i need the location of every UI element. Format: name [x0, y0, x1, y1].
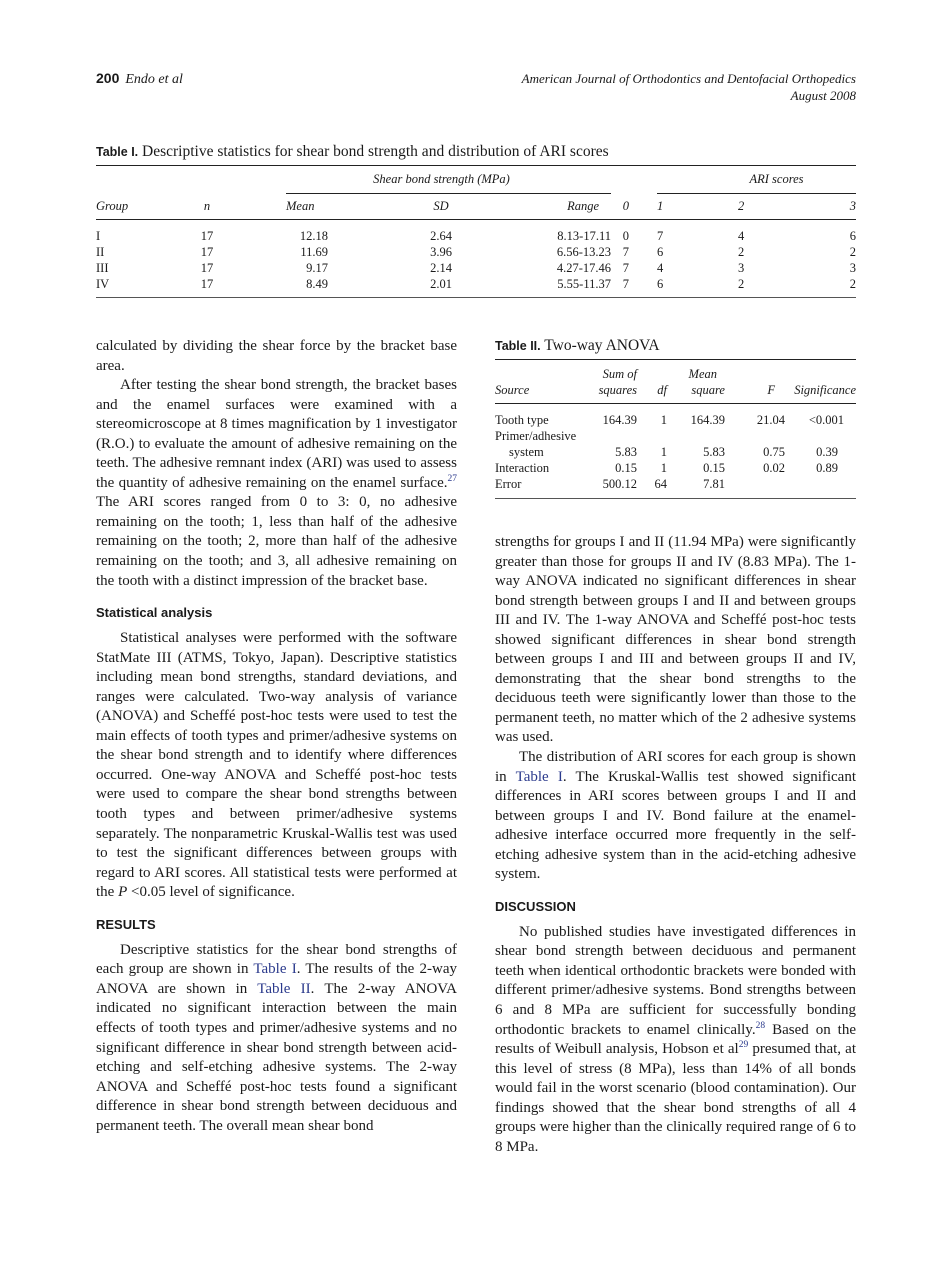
- table-1-link[interactable]: Table I: [253, 961, 297, 978]
- paragraph: After testing the shear bond strength, the bracket bases and the enamel surfaces were examined with a stereomicroscope at 8 times magnification by 1 investigator (R.O.) to evaluate the amount of adhesive remaining on the teeth. The adhesive remnant index (ARI) was used to assess the quantity of adhesive remaining on the enamel surface.$^{27}$ The ARI scores ranged from 0 to 3: 0, no adhesive remaining on the tooth; 1, less than half of the adhesive remaining on the tooth; 2, more than half of the adhesive remaining on the tooth; and 3, all adhesive remaining on the tooth with a distinct impression of the bracket base.: [96, 377, 457, 589]
- right-column: [495, 533, 856, 1157]
- section-heading-discussion: DISCUSSION: [495, 898, 576, 914]
- table-2-label: Table II.: [495, 339, 541, 353]
- citation-link[interactable]: 29: [738, 1040, 749, 1051]
- left-column: [96, 337, 457, 1136]
- citation-link[interactable]: 28: [755, 1020, 766, 1031]
- table-1-caption: [96, 143, 856, 161]
- col-header: Range: [504, 194, 611, 220]
- col-header: Mean square: [667, 360, 725, 404]
- col-header: Source: [495, 360, 591, 404]
- col-header: 1: [657, 194, 738, 220]
- section-heading-results: RESULTS: [96, 916, 156, 932]
- table-1: [96, 143, 856, 298]
- col-header: Significance: [785, 360, 856, 404]
- col-header: Group: [96, 194, 188, 220]
- table-row: I 17 12.18 2.64 8.13-17.11 0 7 4 6: [96, 228, 856, 243]
- col-header: df: [637, 360, 667, 404]
- table-2: [495, 337, 856, 499]
- table-2-grid: [495, 359, 856, 499]
- table-row: Primer/adhesive: [495, 428, 577, 443]
- paragraph: calculated by dividing the shear force by the bracket base area.: [96, 338, 457, 374]
- paragraph: No published studies have investigated differences in shear bond strength between deciduous and permanent teeth when identical orthodontic brackets were bonded with different primer/adhesive systems. Bond strengths between 6 and 8 MPa are sufficient for successfully bonding orthodontic brackets to enamel clinically.$^{28}$ Based on the results of Weibull analysis, Hobson et $al^{29}$ presumed that, at this level of stress (8 MPa), less than 14% of all bonds would fail in the worst scenario (blood contamination). Our findings showed that the shear bond strengths of all 4 groups were higher than the clinically required range of 6 to 8 MPa.: [495, 923, 856, 1155]
- table-1-grid: [96, 165, 856, 298]
- table-row: Interaction 0.15 1 0.15 0.02 0.89: [495, 460, 838, 475]
- table-row: Error 500.12 64 7.81: [495, 476, 725, 491]
- col-header: F: [725, 360, 785, 404]
- issue-date: August 2008: [790, 88, 856, 103]
- col-header: 2: [738, 194, 821, 220]
- running-authors: Endo et al: [125, 72, 183, 87]
- paragraph: Statistical analyses were performed with the software StatMate III (ATMS, Tokyo, Japan). Descriptive statistics including mean bond strengths, standard deviations, and ranges were calculated. Two-way analysis of variance (ANOVA) and Scheffé post-hoc tests were used to test the main effects of tooth types and primer/adhesive systems on the shear bond strength and to identify where differences occurred. One-way ANOVA and Scheffé post-hoc tests were used to compare the shear bond strengths between tooth types and between primer/adhesive systems separately. The nonparametric Kruskal-Wallis test was used to test the significant differences between groups with regard to ARI scores. All statistical tests were performed at the P <0.05 level of significance.: [96, 630, 457, 901]
- col-header: 3: [821, 194, 856, 220]
- col-header: 0: [611, 194, 657, 220]
- running-head: [96, 70, 856, 103]
- paragraph: Descriptive statistics for the shear bond strengths of each group are shown in Table I. The results of the 2-way ANOVA are shown in Table II. The 2-way ANOVA indicated no significant interaction between the main effects of tooth types and primer/adhesive systems and no significant difference in shear bond strength between acid-etching and self-etching adhesive systems. The 2-way ANOVA and Scheffé post-hoc tests found a significant difference in shear bond strength between deciduous and permanent teeth. The overall mean shear bond: [96, 941, 458, 1134]
- col-header: n: [188, 194, 286, 220]
- table-row: IV 17 8.49 2.01 5.55-11.37 7 6 2 2: [96, 276, 856, 291]
- col-header: Sum of squares: [591, 360, 637, 404]
- section-heading-statistical-analysis: Statistical analysis: [96, 605, 213, 621]
- col-header: Mean: [286, 194, 378, 220]
- col-header: SD: [378, 194, 504, 220]
- table-2-title: Two-way ANOVA: [544, 337, 660, 354]
- table-2-caption: [495, 337, 856, 355]
- table-1-link[interactable]: Table I: [515, 768, 563, 785]
- table-2-link[interactable]: Table II: [257, 980, 311, 997]
- table-1-label: Table I.: [96, 145, 139, 159]
- journal-info: [522, 70, 856, 104]
- paragraph: strengths for groups I and II (11.94 MPa) were significantly greater than those for groups II and IV (8.83 MPa). The 1-way ANOVA indicated no significant differences in shear bond strength between groups I and II and between groups III and IV. The 1-way ANOVA and Scheffé post-hoc tests showed significant differences in shear bond strength between groups I and III and between groups II and IV, demonstrating that the shear bond strengths to the deciduous teeth were significantly lower than those to the permanent teeth, no matter which of the 2 adhesive systems was used.: [495, 534, 856, 746]
- table-row: II 17 11.69 3.96 6.56-13.23 7 6 2 2: [96, 244, 856, 259]
- journal-title: American Journal of Orthodontics and Dentofacial Orthopedics: [521, 71, 856, 86]
- ari-span-header: ARI scores: [657, 166, 856, 194]
- citation-link[interactable]: 27: [447, 473, 457, 484]
- table-row: Tooth type 164.39 1 164.39 21.04 <0.001: [495, 412, 844, 427]
- table-1-title: Descriptive statistics for shear bond strength and distribution of ARI scores: [142, 143, 609, 160]
- table-row: III 17 9.17 2.14 4.27-17.46 7 4 3 3: [96, 260, 856, 275]
- table-row: system 5.83 1 5.83 0.75 0.39: [509, 444, 838, 459]
- paragraph: The distribution of ARI scores for each group is shown in Table I. The Kruskal-Wallis test showed significant differences in ARI scores between groups I and II and between groups I and IV. Bond failure at the enamel-adhesive interface occurred more frequently in the self-etching adhesive system than in the acid-etching adhesive system.: [495, 749, 857, 883]
- sbs-span-header: Shear bond strength (MPa): [286, 166, 611, 194]
- page-number: 200: [96, 70, 120, 86]
